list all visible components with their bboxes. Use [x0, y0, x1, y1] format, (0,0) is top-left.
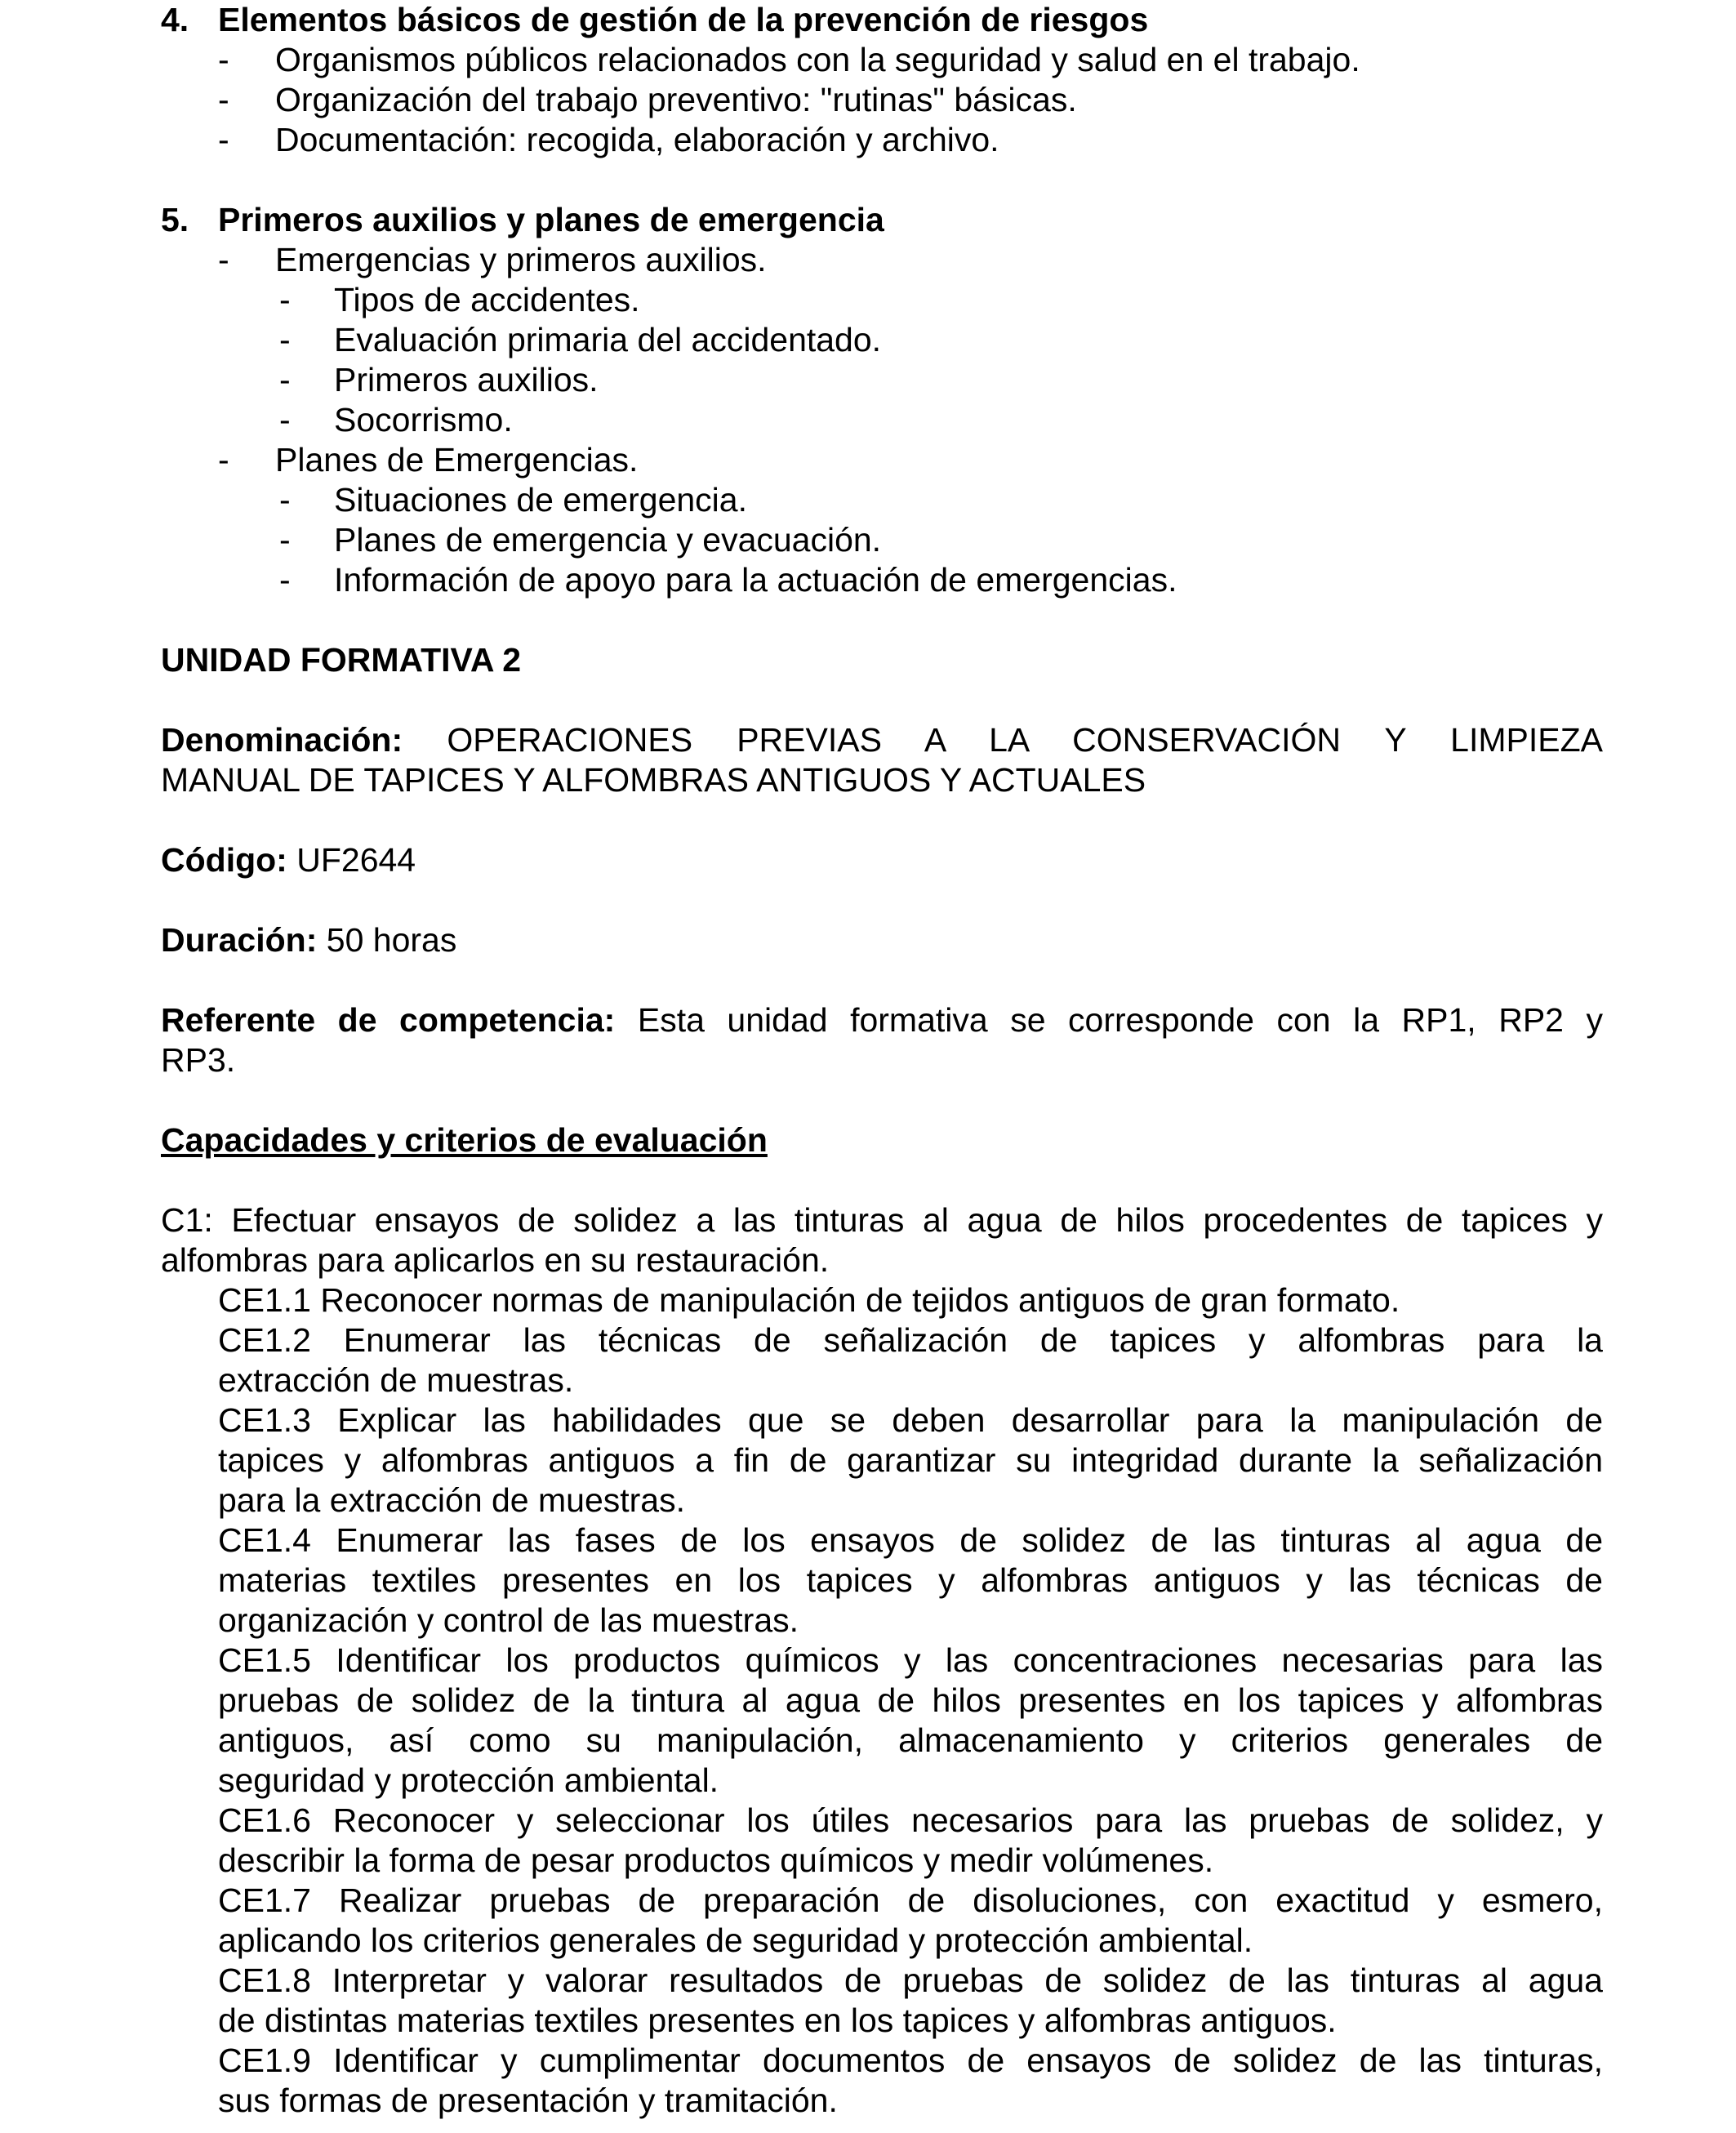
section-title: Elementos básicos de gestión de la prevención de riesgos	[218, 1, 1149, 38]
codigo	[161, 840, 1603, 880]
duracion-value: 50 horas	[326, 921, 457, 959]
criterion-line: describir la forma de pesar productos químicos y medir volúmenes.	[218, 1841, 1214, 1879]
criterion-line: CE1.2 Enumerar las técnicas de señalización de tapices y alfombras para la	[218, 1321, 1603, 1359]
criterion-line: para la extracción de muestras.	[218, 1481, 685, 1519]
criteria-list	[161, 1280, 1603, 2121]
capacity-c1-line-2: alfombras para aplicarlos en su restauración.	[161, 1241, 830, 1279]
criterion-item	[161, 1400, 1603, 1521]
criterion-line: antiguos, así como su manipulación, almacenamiento y criterios generales de	[218, 1721, 1603, 1759]
criterion-item	[161, 1280, 1603, 1320]
section-heading	[161, 0, 1603, 40]
criterion-item	[161, 1641, 1603, 1801]
section-number: 5.	[161, 201, 189, 238]
sub-list-item: - Información de apoyo para la actuación de emergencias.	[279, 561, 1177, 599]
criterion-line: CE1.3 Explicar las habilidades que se deben desarrollar para la manipulación de	[218, 1401, 1603, 1439]
sub-list-item: - Planes de emergencia y evacuación.	[279, 521, 882, 559]
unit-heading: UNIDAD FORMATIVA 2	[161, 641, 522, 679]
criterion-line: tapices y alfombras antiguos a fin de garantizar su integridad durante la señalización	[218, 1441, 1603, 1479]
criterion-line: materias textiles presentes en los tapices y alfombras antiguos y las técnicas de	[218, 1561, 1603, 1599]
referente-line-1	[161, 1000, 1603, 1040]
list-item: - Planes de Emergencias.	[218, 441, 639, 479]
referente-line-2: RP3.	[161, 1041, 236, 1079]
criterion-line: CE1.5 Identificar los productos químicos y las concentraciones necesarias para las	[218, 1641, 1603, 1679]
criterion-item	[161, 1521, 1603, 1641]
codigo-label: Código:	[161, 841, 287, 879]
codigo-value: UF2644	[296, 841, 416, 879]
document-page	[161, 0, 1603, 2121]
sub-list-item: - Evaluación primaria del accidentado.	[279, 321, 882, 358]
criterion-item	[161, 1961, 1603, 2041]
list-item: - Emergencias y primeros auxilios.	[218, 241, 767, 278]
criterion-line: aplicando los criterios generales de seguridad y protección ambiental.	[218, 1921, 1253, 1959]
referente-value: Esta unidad formativa se corresponde con la RP1, RP2 y	[637, 1001, 1603, 1039]
sub-list-item: - Tipos de accidentes.	[279, 281, 640, 318]
section-heading	[161, 200, 1603, 240]
sub-list-item: - Situaciones de emergencia.	[279, 481, 747, 519]
list-item: - Documentación: recogida, elaboración y archivo.	[218, 121, 999, 158]
criterion-item	[161, 1801, 1603, 1881]
criterion-item	[161, 1881, 1603, 1961]
criterion-line: extracción de muestras.	[218, 1361, 574, 1399]
criterion-line: CE1.9 Identificar y cumplimentar documentos de ensayos de solidez de las tinturas,	[218, 2042, 1603, 2079]
list-item: - Organización del trabajo preventivo: "rutinas" básicas.	[218, 81, 1077, 118]
denominacion-line-1	[161, 720, 1603, 760]
denominacion-label: Denominación:	[161, 721, 403, 759]
denominacion-value: OPERACIONES PREVIAS A LA CONSERVACIÓN Y LIMPIEZA	[447, 721, 1603, 759]
sub-list-item: - Primeros auxilios.	[279, 361, 599, 399]
criterion-item	[161, 1320, 1603, 1400]
criterion-line: sus formas de presentación y tramitación.	[218, 2082, 838, 2119]
criterion-line: CE1.4 Enumerar las fases de los ensayos de solidez de las tinturas al agua de	[218, 1521, 1603, 1559]
capacidades-heading: Capacidades y criterios de evaluación	[161, 1121, 768, 1159]
list-item: - Organismos públicos relacionados con la seguridad y salud en el trabajo.	[218, 41, 1360, 78]
criterion-line: de distintas materias textiles presentes en los tapices y alfombras antiguos.	[218, 2002, 1337, 2039]
section-number: 4.	[161, 1, 189, 38]
criterion-line: organización y control de las muestras.	[218, 1601, 799, 1639]
criterion-line: CE1.7 Realizar pruebas de preparación de disoluciones, con exactitud y esmero,	[218, 1881, 1603, 1919]
duracion	[161, 920, 1603, 960]
criterion-item	[161, 2041, 1603, 2121]
duracion-label: Duración:	[161, 921, 318, 959]
denominacion-line-2: MANUAL DE TAPICES Y ALFOMBRAS ANTIGUOS Y ACTUALES	[161, 761, 1146, 799]
criterion-line: seguridad y protección ambiental.	[218, 1761, 719, 1799]
sub-list-item: - Socorrismo.	[279, 401, 513, 439]
section-title: Primeros auxilios y planes de emergencia	[218, 201, 884, 238]
criterion-line: CE1.8 Interpretar y valorar resultados de pruebas de solidez de las tinturas al agua	[218, 1962, 1603, 1999]
capacity-c1-line-1: C1: Efectuar ensayos de solidez a las tinturas al agua de hilos procedentes de tapices y	[161, 1201, 1603, 1239]
referente-label: Referente de competencia:	[161, 1001, 616, 1039]
criterion-line: pruebas de solidez de la tintura al agua de hilos presentes en los tapices y alfombras	[218, 1681, 1603, 1719]
criterion-line: CE1.1 Reconocer normas de manipulación de tejidos antiguos de gran formato.	[218, 1281, 1400, 1319]
criterion-line: CE1.6 Reconocer y seleccionar los útiles necesarios para las pruebas de solidez, y	[218, 1801, 1603, 1839]
